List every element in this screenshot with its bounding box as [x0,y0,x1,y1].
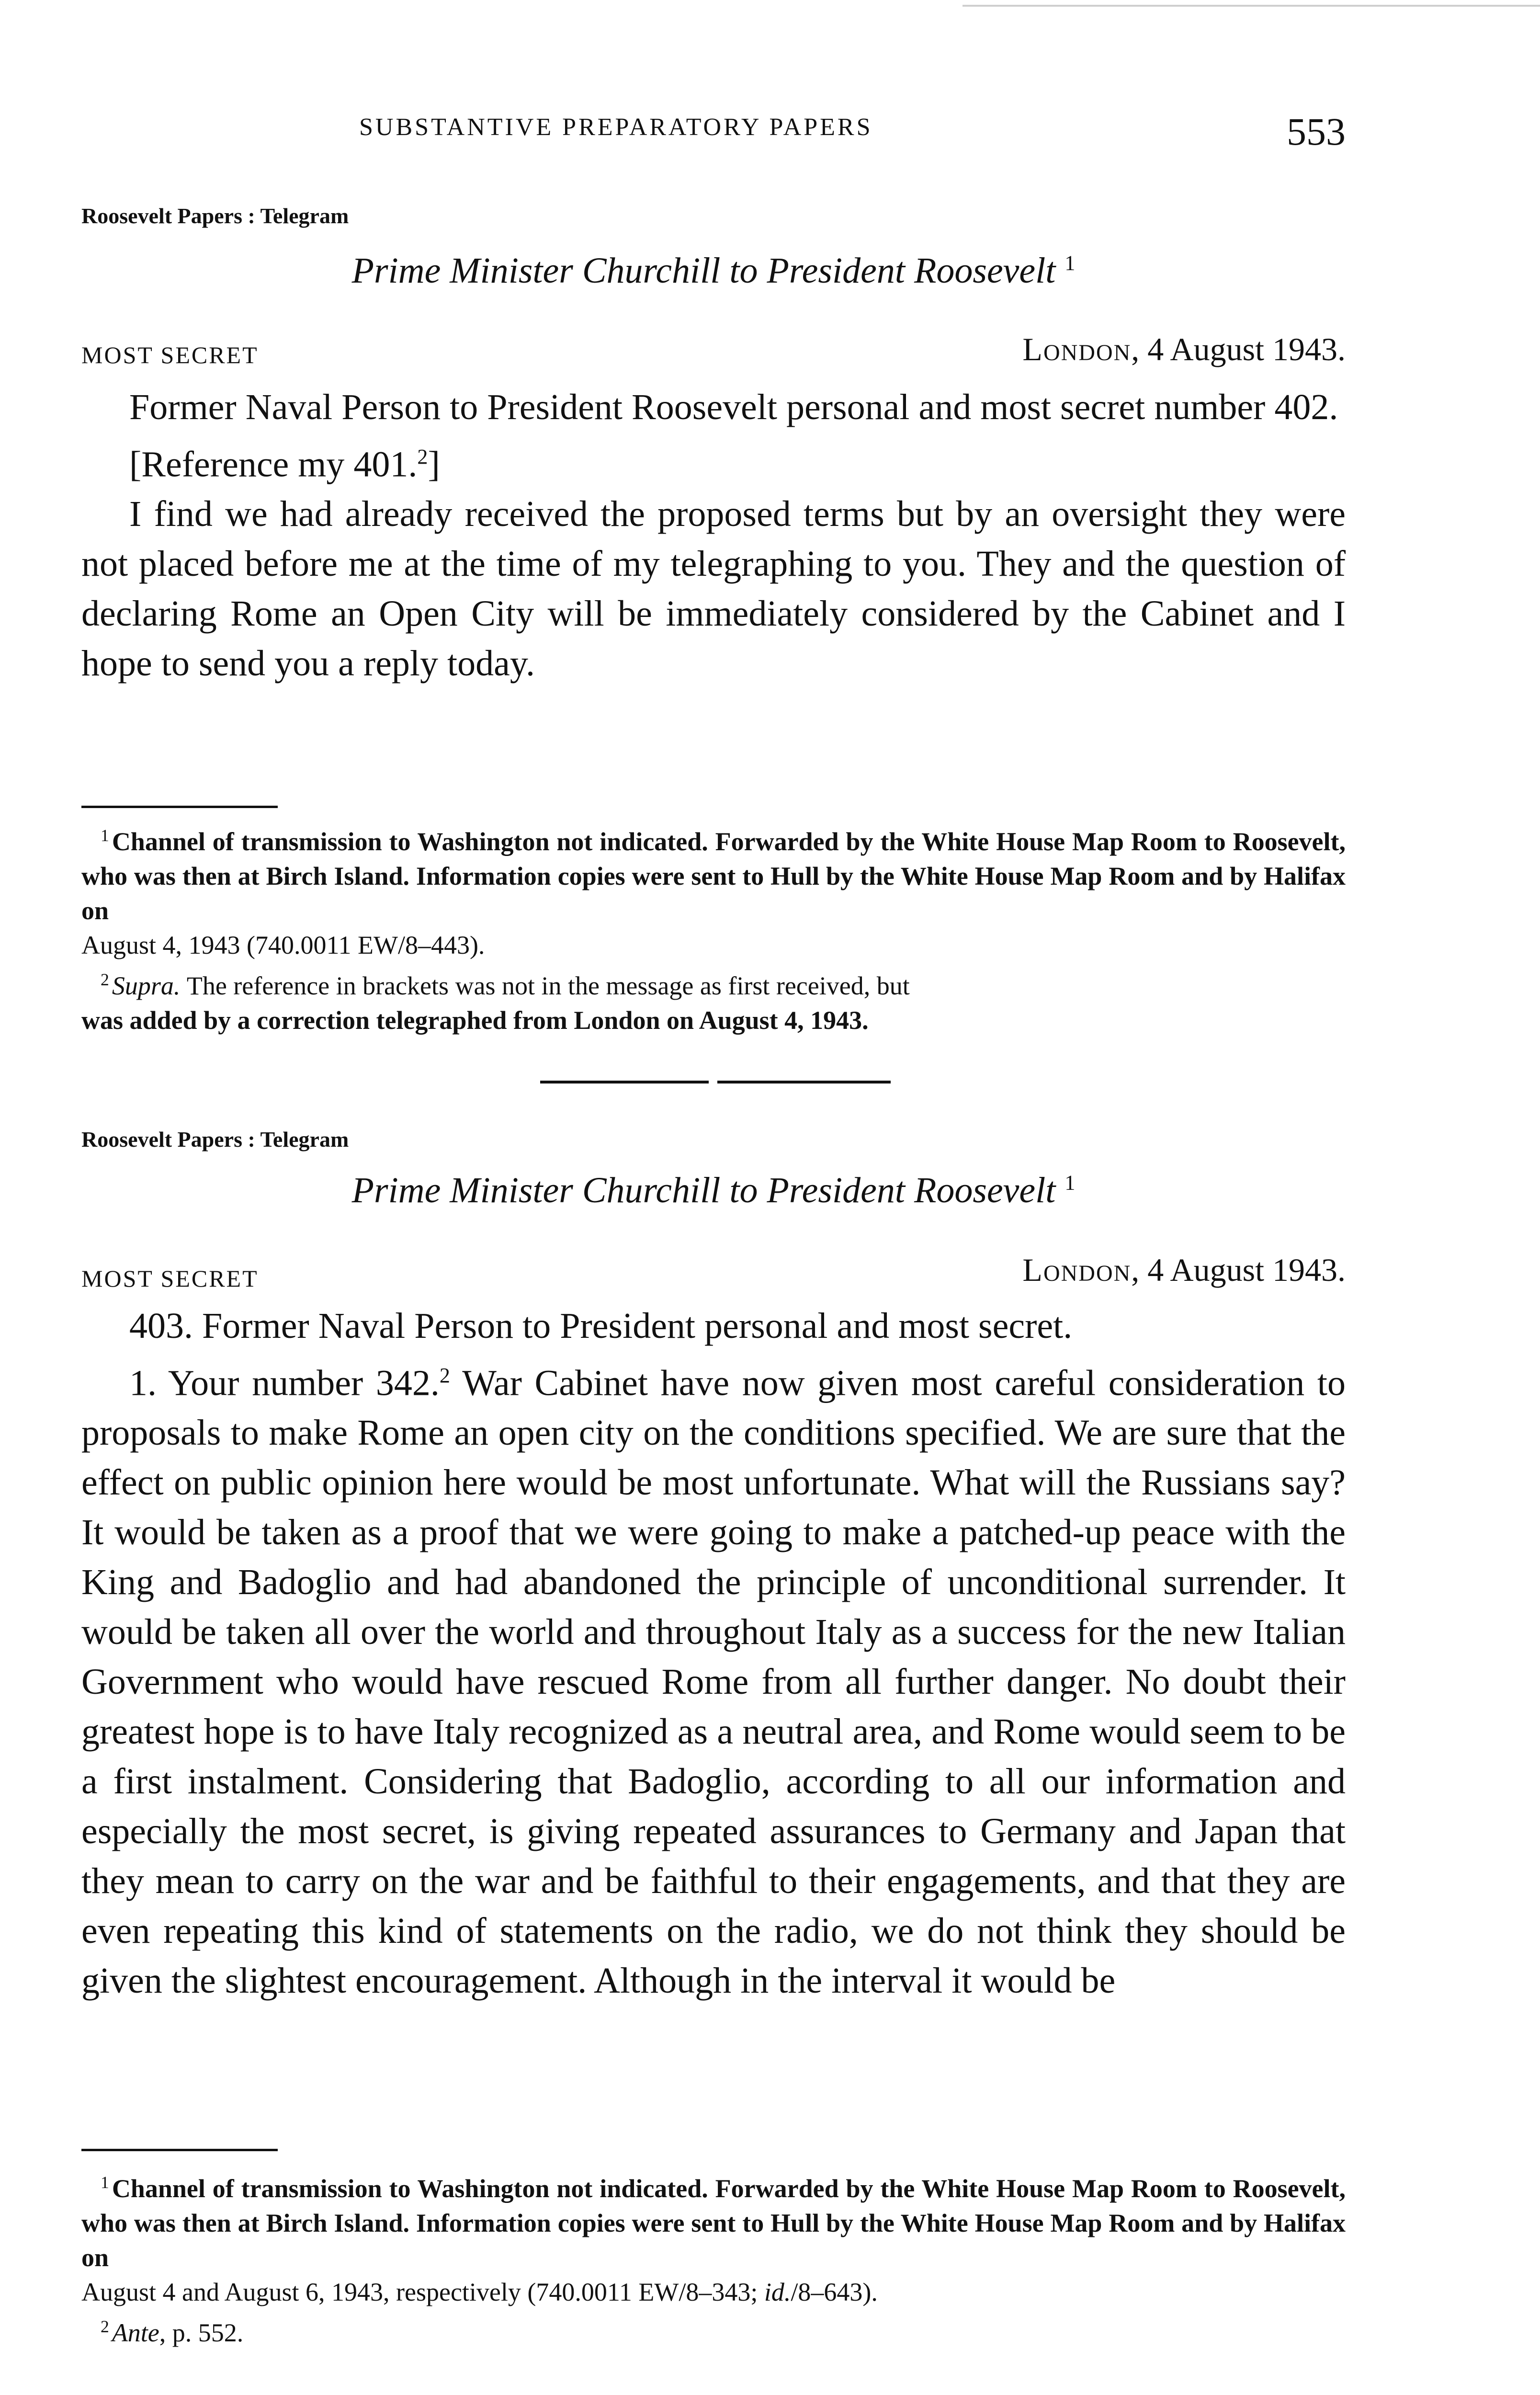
doc1-place: London [1022,331,1132,367]
top-edge-rule [962,5,1540,7]
doc2-footnote-rule [81,2149,278,2151]
doc1-title-footnote-ref: 1 [1064,251,1076,275]
section-separator-right [717,1081,891,1083]
doc2-place: London [1022,1252,1132,1288]
doc1-paragraph-2: [Reference my 401.$^2$] [129,444,440,485]
doc2-footnotes [81,2165,1346,2350]
doc2-paragraph-1: 403. Former Naval Person to President personal and most secret. [129,1306,1073,1346]
doc2-paragraph-2: 1. Your number 342.$^2$ War Cabinet have now given most careful consideration to proposals to make Rome an open city on the conditions specified. We are sure that the effect on public opinion here would be most unfortunate. What will the Russians say? It would be taken as a proof that we were going to make a patched-up peace with the King and Badoglio and had abandoned the principle of unconditional surrender. It would be taken all over the world and throughout Italy as a success for the new Italian Government who would have rescued Rome from all further danger. No doubt their greatest hope is to have Italy recognized as a neutral area, and Rome would seem to be a first instalment. Considering that Badoglio, according to all our information and especially the most secret, is giving repeated assurances to Germany and Japan that they mean to carry on the war and be faithful to their engagements, and that they are even repeating this kind of statements on the radio, we do not think they should be given the slightest encouragement. Although in the interval it would be [81,1363,1346,2001]
doc2-para2-footnote-ref: 2 [439,1364,450,1387]
doc1-footnote-1: $^1$ Channel of transmission to Washington not indicated. Forwarded by the White House Map Room to Roosevelt, who was then at Birch Island. Information copies were sent to Hull by the White House Map Room and by Halifax on August 4, 1943 (740.0011 EW/8–443). [81,826,1346,959]
doc2-source-line: Roosevelt Papers : Telegram [81,1127,349,1152]
doc2-title [81,1170,1346,1211]
doc1-body [81,382,1346,688]
doc1-title [81,250,1346,292]
doc1-paragraph-3: I find we had already received the proposed terms but by an oversight they were not placed before me at the time of my telegraphing to you. They and the question of declaring Rome an Open City will be immediately considered by the Cabinet and I hope to send you a reply today. [81,494,1346,684]
running-head [81,109,1346,152]
doc1-footnote-2: $^2$ Supra. The reference in brackets was not in the message as first received, but was added by a correction telegraphed from London on August 4, 1943. [81,970,910,1035]
section-separator-left [540,1081,709,1083]
doc2-dateline [1022,1251,1346,1289]
doc1-footnotes [81,818,1346,1038]
running-title: SUBSTANTIVE PREPARATORY PAPERS [359,114,873,141]
doc1-classification: MOST SECRET [81,342,259,368]
doc1-title-text: Prime Minister Churchill to President Roosevelt [351,251,1056,291]
doc2-classification: MOST SECRET [81,1265,259,1292]
doc1-source-line: Roosevelt Papers : Telegram [81,204,349,228]
doc2-title-footnote-ref: 1 [1064,1171,1076,1195]
doc2-footnote-1: $^1$ Channel of transmission to Washington not indicated. Forwarded by the White House Map Room to Roosevelt, who was then at Birch Island. Information copies were sent to Hull by the White House Map Room and by Halifax on August 4 and August 6, 1943, respectively (740.0011 EW/8–343; id./8–643). [81,2173,1346,2306]
doc1-date: , 4 August 1943. [1131,331,1346,367]
doc2-title-text: Prime Minister Churchill to President Roosevelt [351,1170,1056,1210]
doc2-footnote-2: $^2$ Ante, p. 552. [101,2317,244,2347]
page-number: 553 [1287,110,1346,153]
doc1-footnote-rule [81,806,278,808]
doc1-paragraph-1: Former Naval Person to President Roosevelt personal and most secret number 402. [129,387,1338,427]
doc1-dateline [1022,331,1346,368]
doc2-body [81,1301,1346,2006]
doc1-para2-footnote-ref: 2 [417,445,428,468]
doc2-date: , 4 August 1943. [1131,1252,1346,1288]
